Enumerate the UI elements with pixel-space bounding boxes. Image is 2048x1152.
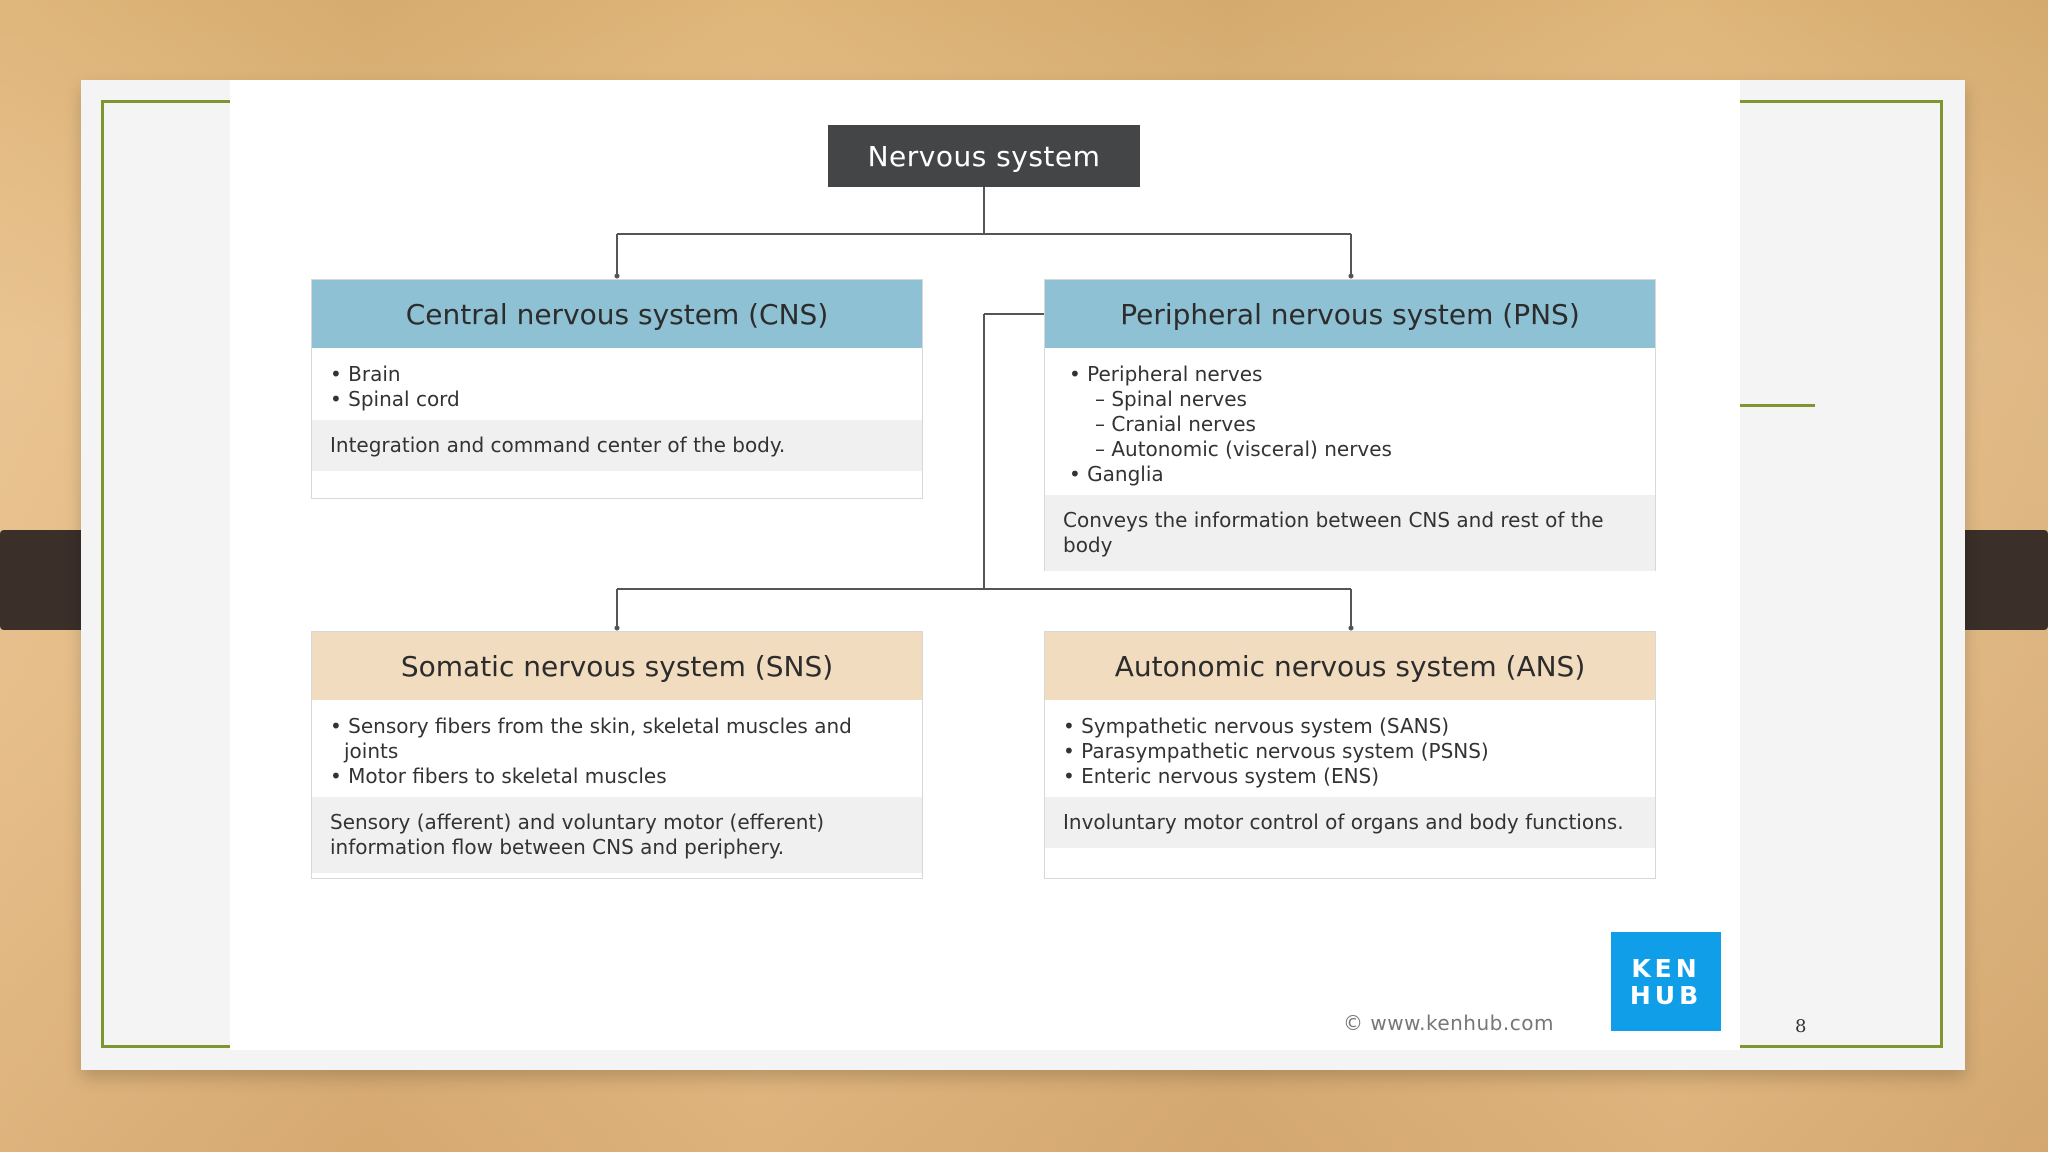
root-node-nervous-system xyxy=(828,125,1140,187)
cns-item: • Spinal cord xyxy=(330,387,460,411)
ans-items xyxy=(1045,700,1655,797)
pns-items xyxy=(1045,348,1655,495)
logo-line-2: HUB xyxy=(1629,980,1703,1010)
kenhub-logo xyxy=(1611,932,1721,1031)
arrow-tip-sns xyxy=(615,626,620,631)
ans-box xyxy=(1044,631,1656,879)
pns-item: • Ganglia xyxy=(1069,462,1164,486)
ans-item: • Sympathetic nervous system (SANS) xyxy=(1063,714,1450,738)
sns-box xyxy=(311,631,923,879)
cns-title: Central nervous system (CNS) xyxy=(312,280,922,348)
sns-items xyxy=(312,700,922,797)
pns-item: • Peripheral nerves xyxy=(1069,362,1263,386)
pns-title: Peripheral nervous system (PNS) xyxy=(1045,280,1655,348)
pns-description: Conveys the information between CNS and rest of the body xyxy=(1045,495,1655,571)
pns-box xyxy=(1044,279,1656,571)
logo-line-1: KEN xyxy=(1631,953,1701,983)
ans-description: Involuntary motor control of organs and body functions. xyxy=(1045,797,1655,848)
cns-description: Integration and command center of the body. xyxy=(312,420,922,471)
arrow-tip-ans xyxy=(1349,626,1354,631)
cns-box xyxy=(311,279,923,499)
pns-subitem: – Autonomic (visceral) nerves xyxy=(1095,437,1392,461)
page-number: 8 xyxy=(1795,1016,1807,1037)
sns-title: Somatic nervous system (SNS) xyxy=(312,632,922,700)
ans-title: Autonomic nervous system (ANS) xyxy=(1045,632,1655,700)
ans-item: • Parasympathetic nervous system (PSNS) xyxy=(1063,739,1489,763)
sns-item: • Motor fibers to skeletal muscles xyxy=(330,764,667,788)
cns-item: • Brain xyxy=(330,362,401,386)
copyright-text: © www.kenhub.com xyxy=(1343,1011,1554,1035)
sns-item: • Sensory fibers from the skin, skeletal muscles and joints xyxy=(330,714,852,763)
arrow-tip-cns xyxy=(615,274,620,279)
ans-item: • Enteric nervous system (ENS) xyxy=(1063,764,1380,788)
pns-subitem: – Spinal nerves xyxy=(1095,387,1247,411)
sns-description: Sensory (afferent) and voluntary motor (efferent) information flow between CNS and periphery. xyxy=(312,797,922,873)
cns-items xyxy=(312,348,922,420)
arrow-tip-pns xyxy=(1349,274,1354,279)
root-node-label: Nervous system xyxy=(867,139,1101,173)
pns-subitem: – Cranial nerves xyxy=(1095,412,1256,436)
